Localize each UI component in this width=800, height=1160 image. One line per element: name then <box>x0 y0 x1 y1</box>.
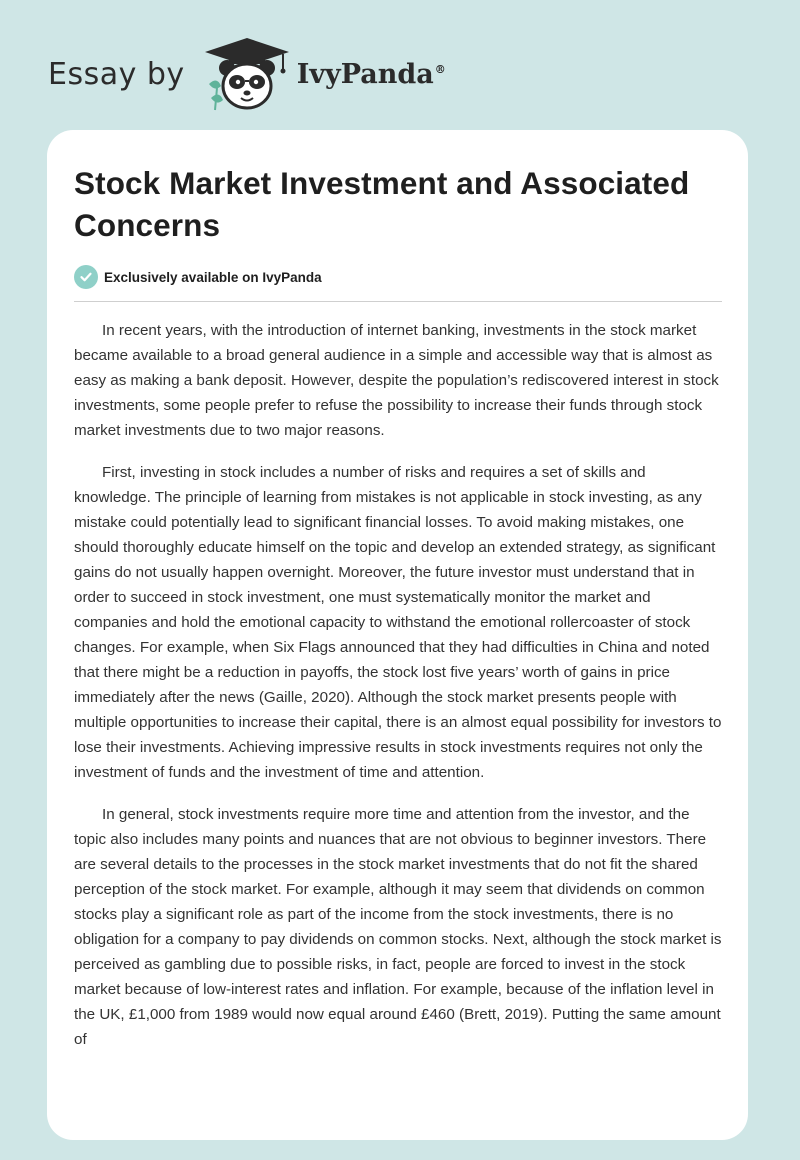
paragraph: First, investing in stock includes a number of risks and requires a set of skills and knowledge. The principle of learning from mistakes is not applicable in stock investing, as any mistake could potentially lead to significant financial losses. To avoid making mistakes, one should thoroughly educate himself on the topic and develop an extended strategy, as significant gains do not usually happen overnight. Moreover, the future investor must understand that in order to succeed in stock investment, one must systematically monitor the market and companies and hold the emotional capacity to withstand the emotional rollercoaster of stock changes. For example, when Six Flags announced that they had difficulties in China and noted that there might be a reduction in payoffs, the stock lost five years’ worth of gains in price immediately after the news (Gaille, 2020). Although the stock market presents people with multiple opportunities to increase their capital, there is an almost equal possibility for investors to lose their investments. Achieving impressive results in stock investments requires not only the investment of funds and the investment of time and attention. <box>74 464 722 781</box>
essay-title: Stock Market Investment and Associated Concerns <box>74 165 690 243</box>
brand-name <box>297 59 446 90</box>
brand-name-text: IvyPanda <box>296 58 434 90</box>
essay-card <box>47 130 748 1140</box>
checkmark-icon <box>74 265 98 289</box>
brand-prefix: Essay by <box>48 56 185 92</box>
exclusive-badge <box>74 265 722 289</box>
essay-body <box>74 318 722 1052</box>
paragraph: In general, stock investments require more time and attention from the investor, and the topic also includes many points and nuances that are not obvious to beginner investors. There are several details to the processes in the stock market investments that do not fit the shared perception of the stock market. For example, although it may seem that dividends on common stocks play a significant role as part of the income from the stock investments, there is no obligation for a company to pay dividends on common stocks. Next, although the stock market is perceived as gambling due to possible risks, in fact, people are forced to invest in the stock market because of low-interest rates and inflation. For example, because of the inflation level in the UK, £1,000 from 1989 would now equal around £460 (Brett, 2019). Putting the same amount of <box>74 806 722 1048</box>
ivypanda-logo-icon <box>203 36 291 112</box>
divider <box>74 301 722 302</box>
exclusive-badge-label: Exclusively available on IvyPanda <box>104 269 322 285</box>
registered-mark: ® <box>434 62 446 76</box>
paragraph: In recent years, with the introduction of internet banking, investments in the stock market became available to a broad general audience in a simple and accessible way that is almost as easy as making a bank deposit. However, despite the population’s rediscovered interest in stock investments, some people prefer to refuse the possibility to increase their funds through stock market investments due to two major reasons. <box>74 322 719 439</box>
brand-header <box>48 36 446 112</box>
